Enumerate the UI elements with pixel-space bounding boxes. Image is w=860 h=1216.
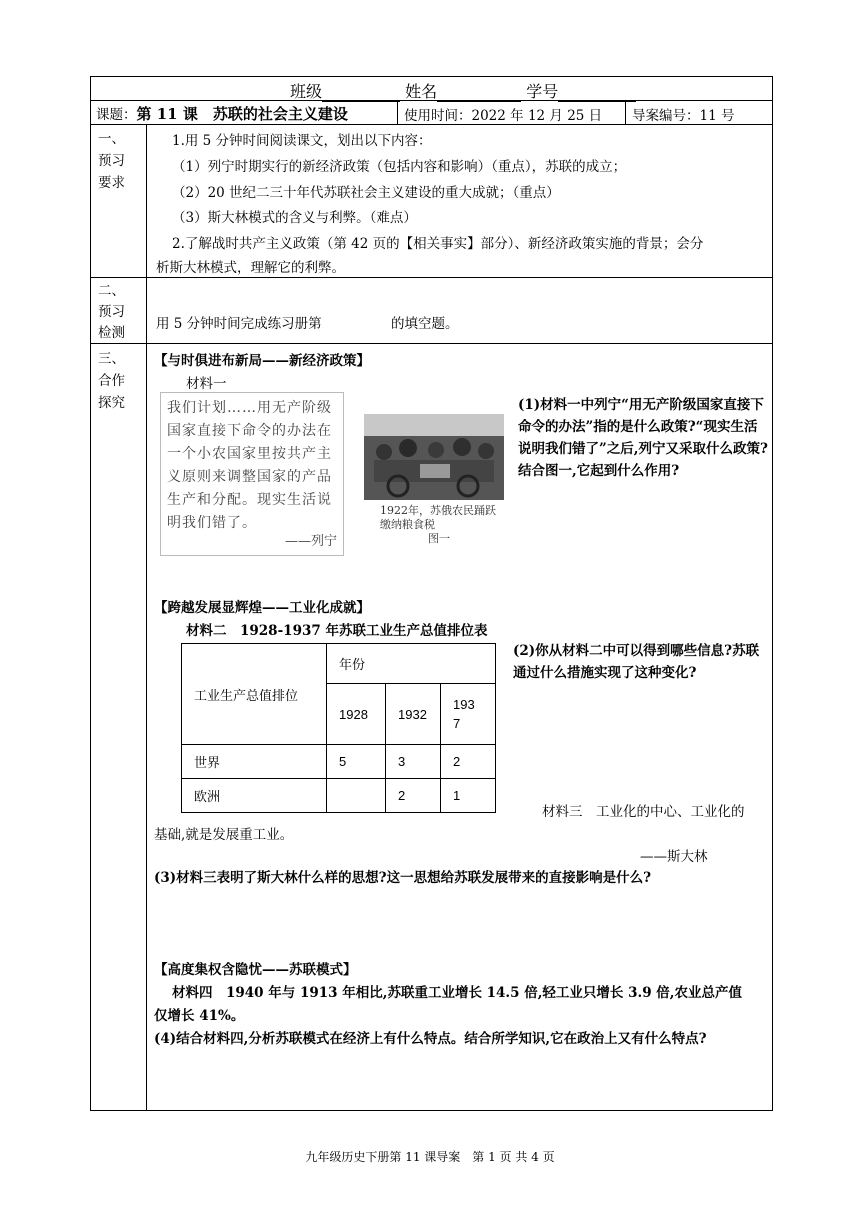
europe-1937: 1	[441, 779, 496, 813]
lesson-title: 第 11 课 苏联的社会主义建设	[136, 105, 348, 123]
class-label: 班级	[290, 82, 323, 101]
photo-caption-line-1: 1922年，苏俄农民踊跃	[380, 504, 496, 517]
check-text-a: 用 5 分钟时间完成练习册第	[156, 316, 322, 332]
material-1-label: 材料一	[186, 376, 227, 392]
table-border-date-col	[397, 100, 398, 124]
section-1-title-b: 要求	[98, 175, 125, 191]
lenin-quote: 我们计划……用无产阶级国家直接下命令的办法在一个小农国家里按共产主义原则来调整国家的产品生产和分配。现实生活说明我们错了。	[167, 400, 332, 531]
table-border-left	[90, 76, 91, 1111]
heading-industrialization: 【跨越发展显辉煌——工业化成就】	[154, 600, 370, 616]
europe-1932: 2	[386, 779, 441, 813]
topic-cell	[96, 103, 348, 124]
photo-caption	[380, 504, 508, 546]
section-1-title-a: 预习	[98, 153, 125, 169]
table-border-bottom	[90, 1110, 773, 1111]
section-3-title-b: 探究	[98, 395, 125, 411]
preview-sub-1: （1）列宁时期实行的新经济政策（包括内容和影响）（重点），苏联的成立；	[172, 159, 627, 175]
table-border-row4	[90, 343, 773, 344]
class-input[interactable]	[322, 86, 400, 102]
table-border-row2	[90, 124, 773, 125]
world-label: 世界	[182, 745, 327, 779]
europe-1928	[327, 779, 386, 813]
row-header-cell: 工业生产总值排位	[182, 644, 327, 745]
material-4-line-b: 仅增长 41%。	[154, 1008, 245, 1024]
section-3-title-a: 合作	[98, 373, 125, 389]
section-2-title-b: 检测	[98, 325, 125, 341]
check-text-b: 的填空题。	[391, 316, 459, 332]
lenin-signature: ——列宁	[284, 534, 337, 549]
stalin-signature: ——斯大林	[640, 849, 708, 865]
year-1928: 1928	[327, 684, 386, 745]
plan-number: 导案编号：11 号	[632, 108, 735, 124]
question-3: (3)材料三表明了斯大林什么样的思想?这一思想给苏联发展带来的直接影响是什么?	[154, 870, 651, 886]
year-1932: 1932	[386, 684, 441, 745]
year-header-cell: 年份	[327, 644, 496, 684]
material-3-line-a: 材料三 工业化的中心、工业化的	[542, 804, 745, 820]
preview-sub-2: （2）20 世纪二三十年代苏联社会主义建设的重大成就；（重点）	[172, 185, 560, 201]
table-row	[182, 779, 496, 813]
photo-figure-label: 图一	[428, 532, 450, 545]
student-id-input[interactable]	[558, 86, 636, 102]
year-1937: 193 7	[441, 684, 496, 745]
section-3-label	[98, 348, 125, 414]
world-1937: 2	[441, 745, 496, 779]
question-2: (2)你从材料二中可以得到哪些信息?苏联通过什么措施实现了这种变化?	[513, 643, 760, 681]
preview-item-2b: 析斯大林模式，理解它的利弊。	[156, 260, 345, 276]
world-1932: 3	[386, 745, 441, 779]
lenin-quote-box	[160, 392, 344, 556]
table-border-top	[90, 76, 773, 77]
table-border-row3	[90, 277, 773, 278]
table-border-plan-col	[625, 100, 626, 124]
section-3-num: 三、	[98, 351, 125, 367]
page-footer: 九年级历史下册第 11 课导案 第 1 页 共 4 页	[305, 1150, 555, 1164]
name-label: 姓名	[405, 82, 438, 101]
student-info-row	[290, 79, 636, 102]
table-border-label-col	[146, 124, 147, 1111]
material-2-label: 材料二 1928-1937 年苏联工业生产总值排位表	[186, 623, 488, 639]
section-2-num: 二、	[98, 283, 125, 299]
question-1: (1)材料一中列宁“用无产阶级国家直接下命令的办法”指的是什么政策?“现实生活说明我们错了”之后,列宁又采取什么政策?结合图一,它起到什么作用?	[518, 397, 768, 479]
preview-item-1: 1.用 5 分钟时间阅读课文，划出以下内容：	[172, 133, 432, 149]
section-2-title-a: 预习	[98, 304, 125, 320]
industrial-ranking-table	[181, 643, 496, 813]
usage-date: 使用时间：2022 年 12 月 25 日	[404, 108, 603, 124]
world-1928: 5	[327, 745, 386, 779]
heading-soviet-model: 【高度集权含隐忧——苏联模式】	[154, 962, 357, 978]
europe-label: 欧洲	[182, 779, 327, 813]
topic-label: 课题：	[96, 107, 137, 123]
material-3-line-b: 基础,就是发展重工业。	[154, 827, 294, 843]
heading-nep: 【与时俱进布新局——新经济政策】	[154, 353, 370, 369]
section-1-num: 一、	[98, 131, 125, 147]
photo-caption-line-2: 缴纳粮食税	[380, 518, 435, 531]
photo-illustration	[364, 414, 504, 500]
student-id-label: 学号	[526, 82, 559, 101]
preview-item-2a: 2.了解战时共产主义政策（第 42 页的【相关事实】部分）、新经济政策实施的背景；会分	[172, 236, 704, 252]
section-1-label	[98, 128, 125, 194]
peasants-grain-tax-photo	[364, 414, 504, 500]
section-2-label	[98, 281, 125, 344]
table-row	[182, 745, 496, 779]
preview-sub-3: （3）斯大林模式的含义与利弊。（难点）	[172, 210, 417, 226]
question-4: (4)结合材料四,分析苏联模式在经济上有什么特点。结合所学知识,它在政治上又有什么特点?	[154, 1031, 707, 1047]
material-4-line-a: 材料四 1940 年与 1913 年相比,苏联重工业增长 14.5 倍,轻工业只增长 3.9 倍,农业总产值	[172, 985, 743, 1001]
name-input[interactable]	[437, 86, 521, 102]
table-border-right	[772, 76, 773, 1111]
